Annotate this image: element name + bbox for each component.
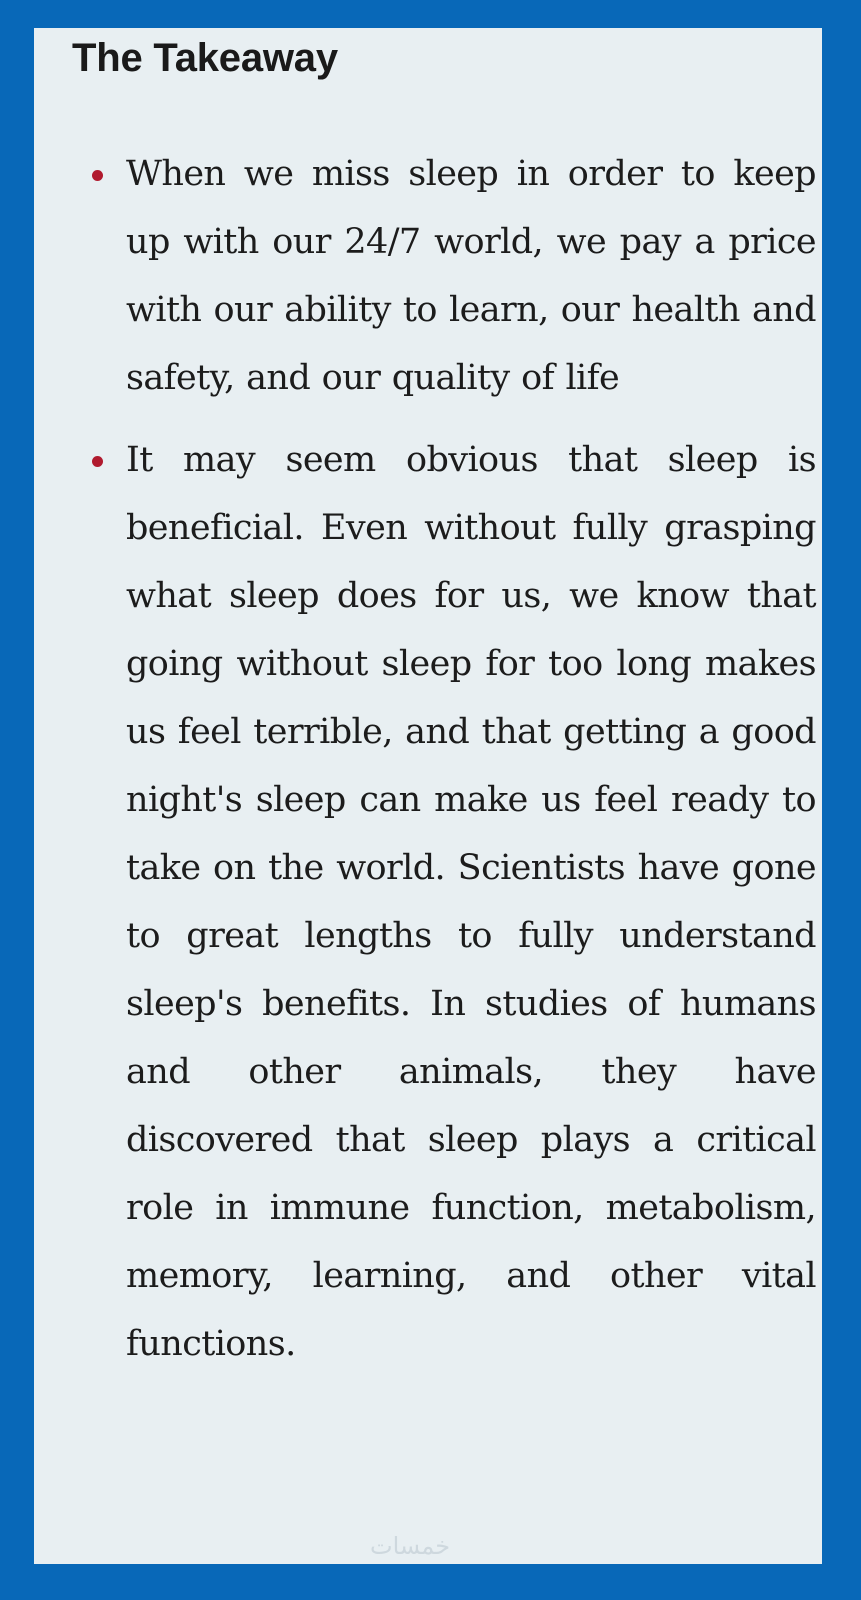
list-item <box>126 140 816 412</box>
takeaway-card <box>34 28 822 1564</box>
list-item <box>126 426 816 1378</box>
list-item-text: When we miss sleep in order to keep up with our 24/7 world, we pay a price with our ability to learn, our health and safety, and our quality of life <box>126 154 816 398</box>
bullet-icon <box>92 170 103 181</box>
card-title: The Takeaway <box>72 36 338 80</box>
watermark: خمسات <box>370 1532 451 1560</box>
bullet-icon <box>92 456 103 467</box>
list-item-text: It may seem obvious that sleep is beneficial. Even without fully grasping what sleep does for us, we know that going without sleep for too long makes us feel terrible, and that getting a good night's sleep can make us feel ready to take on the world. Scientists have gone to great lengths to fully understand sleep's benefits. In studies of humans and other animals, they have discovered that sleep plays a critical role in immune function, metabolism, memory, learning, and other vital functions. <box>126 440 816 1364</box>
takeaway-list <box>126 140 816 1392</box>
